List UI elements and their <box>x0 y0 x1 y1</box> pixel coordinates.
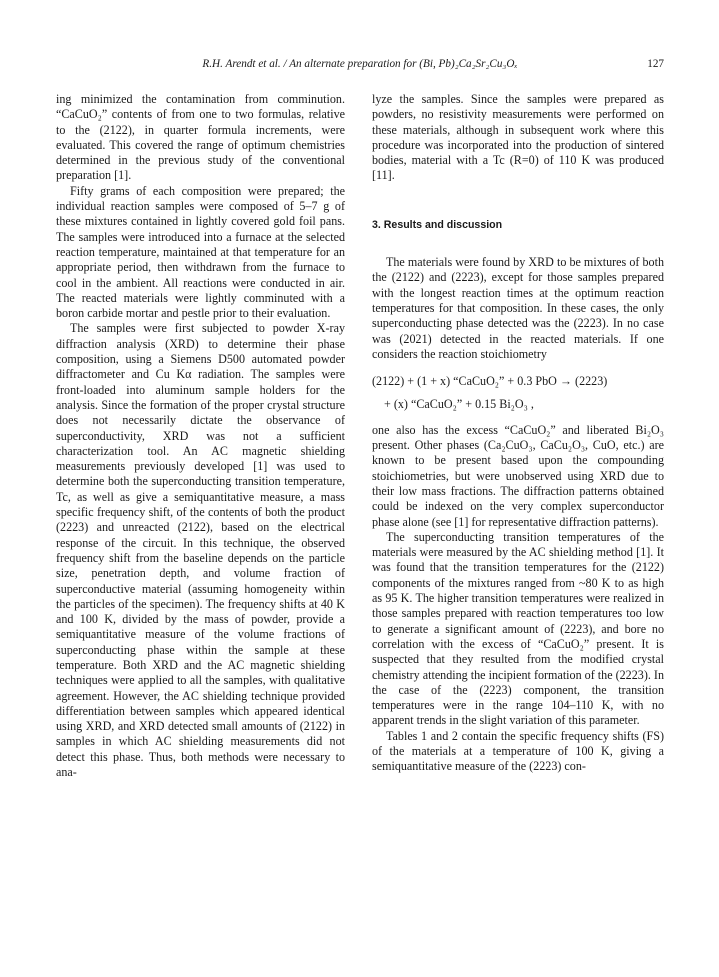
reaction-equation <box>372 374 664 413</box>
paragraph-contamination: ing minimized the contamination from comminution. “CaCuO₂” contents of from one to two formulas, relative to the (2122), in quarter formula increments, were evaluated. This covered the range of optimum chemistries determined in the previous study of the conventional preparation [1]. <box>56 92 345 183</box>
running-title: R.H. Arendt et al. / An alternate preparation for (Bi, Pb)₂Ca₂Sr₂Cu₃Oₓ <box>202 58 518 70</box>
equation-line-1: (2122) + (1 + x) “CaCuO₂” + 0.3 PbO → (2223) <box>372 374 608 389</box>
paragraph-other-phases: one also has the excess “CaCuO₂” and liberated Bi₂O₃ present. Other phases (Ca₂CuO₃, CaCu₂O₃, CuO, etc.) are known to be present based upon the compounding stoichiometries, but were unobserved using XRD due to their low mass fractions. The diffraction patterns obtained could be indexed on the very complex superconductor phase alone (see [1] for representative diffraction patterns). <box>372 422 664 529</box>
page-number: 127 <box>647 58 664 70</box>
right-column <box>372 92 664 775</box>
paragraph-transition-temperatures: The superconducting transition temperatures of the materials were measured by the AC shielding method [1]. It was found that the transition temperatures for the (2122) components of the mixtures ranged from ~80 K to as high as 95 K. The higher transition temperatures were realized in those samples prepared with reaction temperatures too low to generate a significant amount of (2223), and bore no correlation with the excess of “CaCuO₂” present. It is suspected that they resulted from the modified crystal chemistry attending the incipient formation of the (2223). In the case of the (2223) component, the transition temperatures were in the range 104–110 K, with no apparent trends in the slight variation of this parameter. <box>372 529 664 728</box>
equation-line-2: + (x) “CaCuO₂” + 0.15 Bi₂O₃ , <box>384 397 534 412</box>
left-column <box>56 92 345 780</box>
paragraph-frequency-shifts: Tables 1 and 2 contain the specific frequency shifts (FS) of the materials at a temperature of 100 K, giving a semiquantitative measure of the (2223) con- <box>372 728 664 774</box>
paragraph-xrd-results: The materials were found by XRD to be mixtures of both the (2122) and (2223), except for those samples prepared with the longest reaction times at the optimum reaction temperatures for that composition. In these cases, the only superconducting phase detected was the (2223). In no case was (2021) detected in the reacted materials. If one considers the reaction stoichiometry <box>372 255 664 361</box>
paragraph-characterization: The samples were first subjected to powder X-ray diffraction analysis (XRD) to determine their phase composition, using a Siemens D500 automated powder diffractometer and Cu Kα radiation. The samples were front-loaded into aluminum sample holders for the analysis. Since the formation of the proper crystal structure does not necessarily dictate the observance of superconductivity, XRD was not a sufficient characterization tool. An AC magnetic shielding measurements previously developed [1] was used to determine both the superconducting transition temperature, Tc, as well as give a semiquantitative measure, a mass specific frequency shift, of the contents of both the product (2223) and unreacted (2122), based on the electrical response of the circuit. In this technique, the observed frequency shift from the baseline depends on the particle size, penetration depth, and volume fraction of superconductive material (assuming homogeneity within the particles of the specimen). The frequency shifts at 40 K and 100 K, divided by the mass of powder, provide a semiquantitative measure of the volume fractions of superconducting phase within the sample at these temperature. Both XRD and the AC magnetic shielding techniques were applied to all the samples, with qualitative agreement. However, the AC shielding technique provided differentiation between samples which appeared identical using XRD, and XRD detected small amounts of (2122) in samples in which AC shielding measurements did not detect this phase. Thus, both methods were necessary to ana- <box>56 321 345 780</box>
page-header <box>56 58 664 74</box>
paragraph-analysis: lyze the samples. Since the samples were prepared as powders, no resistivity measurements were performed on these materials, although in subsequent work where this procedure was incorporated into the production of sintered bodies, material with a Tc (R=0) of 110 K was produced [11]. <box>372 92 664 183</box>
section-heading-results: 3. Results and discussion <box>372 218 503 231</box>
paragraph-sample-preparation: Fifty grams of each composition were prepared; the individual reaction samples were composed of 5–7 g of these mixtures contained in lightly covered gold foil pans. The samples were introduced into a furnace at the selected reaction temperature, maintained at that temperature for an appropriate period, then withdrawn from the furnace to cool in the ambient. All reactions were conducted in air. The reacted materials were lightly comminuted with a boron carbide mortar and pestle prior to their evaluation. <box>56 183 345 321</box>
